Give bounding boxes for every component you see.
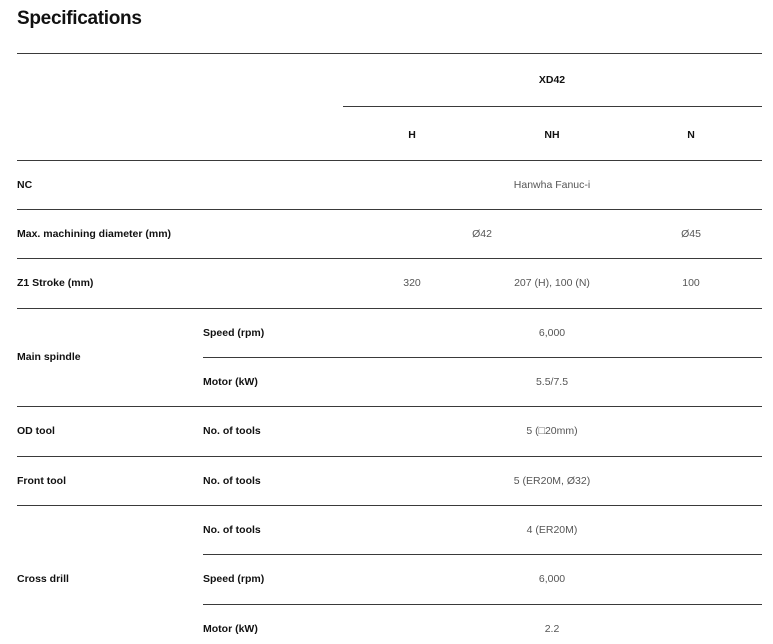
value-spindle-speed: 6,000 bbox=[538, 327, 566, 339]
divider bbox=[203, 357, 762, 358]
divider bbox=[17, 258, 762, 259]
divider bbox=[17, 308, 762, 309]
divider bbox=[17, 53, 762, 54]
value-front-tool-count: 5 (ER20M, Ø32) bbox=[513, 475, 591, 487]
sub-label-cross-drill-tools: No. of tools bbox=[203, 524, 261, 536]
divider bbox=[17, 209, 762, 210]
sub-label-spindle-speed: Speed (rpm) bbox=[203, 327, 265, 339]
sub-label-cross-drill-motor: Motor (kW) bbox=[203, 623, 258, 635]
sub-label-front-tool-count: No. of tools bbox=[203, 475, 261, 487]
row-label-nc: NC bbox=[17, 179, 33, 191]
sub-label-spindle-motor: Motor (kW) bbox=[203, 376, 258, 388]
variant-header-h: H bbox=[408, 129, 416, 141]
value-od-tool-count: 5 (□20mm) bbox=[526, 425, 578, 437]
divider bbox=[17, 406, 762, 407]
value-z1-stroke-nh: 207 (H), 100 (N) bbox=[514, 277, 590, 289]
row-label-od-tool: OD tool bbox=[17, 425, 55, 437]
divider bbox=[203, 554, 762, 555]
value-z1-stroke-h: 320 bbox=[403, 277, 421, 289]
page-title: Specifications bbox=[17, 8, 142, 29]
model-header: XD42 bbox=[538, 74, 566, 86]
row-label-cross-drill: Cross drill bbox=[17, 573, 69, 585]
sub-label-od-tool-count: No. of tools bbox=[203, 425, 261, 437]
divider bbox=[203, 604, 762, 605]
value-cross-drill-motor: 2.2 bbox=[544, 623, 560, 635]
divider bbox=[17, 456, 762, 457]
divider bbox=[17, 505, 762, 506]
divider bbox=[343, 106, 762, 107]
value-cross-drill-tools: 4 (ER20M) bbox=[526, 524, 578, 536]
row-label-max-diameter: Max. machining diameter (mm) bbox=[17, 228, 172, 240]
row-label-main-spindle: Main spindle bbox=[17, 351, 81, 363]
row-label-front-tool: Front tool bbox=[17, 475, 66, 487]
divider bbox=[17, 160, 762, 161]
value-max-diameter-n: Ø45 bbox=[681, 228, 701, 240]
row-label-z1-stroke: Z1 Stroke (mm) bbox=[17, 277, 94, 289]
value-max-diameter-h-nh: Ø42 bbox=[472, 228, 492, 240]
value-nc: Hanwha Fanuc-i bbox=[513, 179, 591, 191]
value-cross-drill-speed: 6,000 bbox=[538, 573, 566, 585]
value-z1-stroke-n: 100 bbox=[682, 277, 700, 289]
variant-header-n: N bbox=[687, 129, 695, 141]
sub-label-cross-drill-speed: Speed (rpm) bbox=[203, 573, 265, 585]
variant-header-nh: NH bbox=[544, 129, 560, 141]
value-spindle-motor: 5.5/7.5 bbox=[535, 376, 569, 388]
